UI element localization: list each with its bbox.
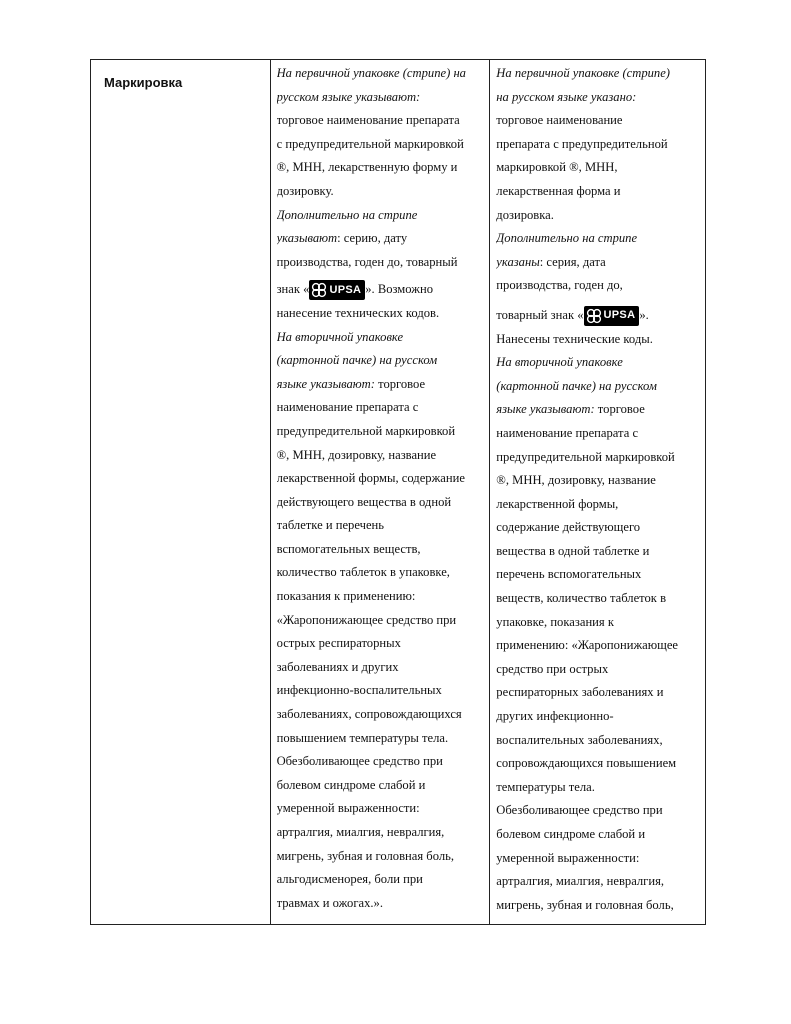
text-line [277, 62, 486, 86]
body-text: маркировкой ®, МНН, [496, 160, 618, 175]
text-line [277, 561, 486, 585]
text-line [496, 274, 701, 298]
body-text: респираторных заболеваниях и [496, 685, 664, 700]
body-text: болевом синдроме слабой и [496, 827, 646, 841]
column-current-cell [490, 60, 706, 925]
trademark-text: знак « [276, 282, 310, 297]
text-line [496, 634, 701, 658]
text-line [277, 180, 486, 204]
body-text: нанесение технических кодов. [276, 305, 440, 320]
text-line [277, 514, 486, 538]
body-text: повышением температуры тела. [276, 730, 449, 745]
body-text: ®, МНН, дозировку, название [496, 473, 656, 488]
text-line [277, 86, 486, 110]
text-line [277, 491, 486, 515]
clover-icon [311, 282, 327, 298]
row-label-cell [91, 60, 271, 925]
text-line [496, 493, 701, 517]
body-text: действующего вещества в одной [276, 494, 452, 509]
text-line [496, 776, 701, 800]
body-text: перечень вспомогательных [496, 567, 642, 582]
text-line [496, 469, 701, 493]
text-line [496, 351, 701, 375]
body-text: применению: «Жаропонижающее [496, 638, 679, 653]
body-text: предупредительной маркировкой [496, 449, 675, 464]
body-text: препарата с предупредительной [496, 136, 668, 151]
italic-text: (картонной пачке) на русском [276, 353, 438, 368]
body-text: альгодисменорея, боли при [276, 872, 423, 887]
text-line [277, 109, 486, 133]
text-line [277, 396, 486, 420]
body-text: наименование препарата с [496, 425, 639, 440]
body-text: : серия, дата [539, 254, 606, 269]
text-line [277, 774, 486, 798]
body-text: веществ, количество таблеток в [496, 591, 667, 606]
column-proposed-cell [270, 60, 490, 925]
text-line [496, 133, 701, 157]
text-line [496, 611, 701, 635]
clover-icon [586, 308, 602, 324]
table-row [91, 60, 706, 925]
body-text: вспомогательных веществ, [276, 541, 421, 556]
upsa-logo-text: UPSA [329, 283, 362, 296]
text-line [277, 797, 486, 821]
body-text: упаковке, показания к [496, 614, 614, 629]
italic-text: На первичной упаковке (стрипе) [496, 66, 670, 80]
trademark-text: ». [639, 307, 649, 322]
italic-text: языке указывают: [276, 376, 375, 391]
body-text: производства, годен до, товарный [276, 254, 458, 269]
body-text: : серию, дату [337, 231, 408, 246]
body-text: наименование препарата с [276, 400, 419, 415]
text-line [496, 328, 701, 352]
text-line [277, 204, 486, 228]
labeling-table [90, 59, 706, 925]
text-line [496, 422, 701, 446]
text-line [496, 752, 701, 776]
text-line [496, 227, 701, 251]
body-text: средство при острых [496, 661, 609, 676]
text-line [496, 799, 701, 823]
italic-text: на русском языке указано: [496, 89, 637, 104]
row-label: Маркировка [104, 75, 183, 90]
body-text: мигрень, зубная и головная боль, [496, 897, 674, 912]
body-text: инфекционно-воспалительных [276, 683, 442, 698]
text-line [277, 679, 486, 703]
body-text: предупредительной маркировкой [276, 423, 456, 438]
italic-text: указаны [496, 254, 540, 269]
text-line [496, 587, 701, 611]
text-line [496, 729, 701, 753]
body-text: умеренной выраженности: [276, 801, 420, 816]
body-text: заболеваниях, сопровождающихся [276, 707, 462, 722]
body-text: температуры тела. [496, 779, 595, 794]
body-text: торговое наименование [496, 113, 623, 128]
text-line [277, 585, 486, 609]
body-text: торговое [374, 376, 426, 391]
body-text: других инфекционно- [496, 709, 614, 724]
text-line [496, 304, 701, 328]
italic-text: языке указывают: [496, 402, 595, 417]
text-line [496, 681, 701, 705]
text-line [277, 251, 486, 275]
italic-text: указывают [276, 231, 338, 246]
body-text: артралгия, миалгия, невралгия, [276, 825, 445, 839]
upsa-logo [584, 306, 640, 326]
italic-text: На первичной упаковке (стрипе) на [276, 66, 466, 80]
upsa-logo-text: UPSA [603, 309, 636, 322]
body-text: производства, годен до, [496, 278, 623, 293]
text-line [277, 538, 486, 562]
trademark-text: товарный знак « [496, 307, 584, 322]
text-line [277, 467, 486, 491]
body-text: ®, МНН, лекарственную форму и [276, 160, 458, 175]
italic-text: Дополнительно на стрипе [276, 207, 418, 222]
text-line [496, 86, 701, 110]
body-text: острых респираторных [276, 636, 401, 651]
text-line [496, 847, 701, 871]
text-line [496, 563, 701, 587]
text-line [496, 870, 701, 894]
text-line [496, 180, 701, 204]
body-text: мигрень, зубная и головная боль, [276, 848, 455, 863]
text-line [496, 251, 701, 275]
body-text: болевом синдроме слабой и [276, 777, 426, 792]
text-line [277, 703, 486, 727]
trademark-text: ». Возможно [365, 282, 433, 297]
body-text: сопровождающихся повышением [496, 756, 677, 771]
text-line [277, 156, 486, 180]
text-line [496, 109, 701, 133]
text-line [277, 302, 486, 326]
text-line [277, 609, 486, 633]
text-line [277, 845, 486, 869]
text-line [277, 632, 486, 656]
body-text: умеренной выраженности: [496, 850, 640, 865]
text-line [496, 705, 701, 729]
text-line [277, 727, 486, 751]
body-text: Нанесены технические коды. [496, 331, 653, 346]
text-line [277, 373, 486, 397]
body-text: количество таблеток в упаковке, [276, 565, 450, 580]
text-line [496, 375, 701, 399]
body-text: ®, МНН, дозировку, название [276, 447, 437, 462]
body-text: дозировку. [276, 183, 334, 198]
text-line [496, 156, 701, 180]
upsa-logo [309, 280, 365, 300]
text-line [496, 204, 701, 228]
italic-text: русском языке указывают: [276, 89, 421, 104]
text-line [277, 892, 486, 916]
text-line [496, 823, 701, 847]
body-text: торговое наименование препарата [276, 113, 460, 128]
body-text: вещества в одной таблетке и [496, 543, 650, 558]
text-line [277, 349, 486, 373]
text-line [277, 868, 486, 892]
text-line [277, 750, 486, 774]
text-line [496, 658, 701, 682]
text-line [277, 326, 486, 350]
text-line [277, 227, 486, 251]
body-text: торговое [594, 402, 645, 417]
text-line [277, 133, 486, 157]
text-line [496, 62, 701, 86]
body-text: Обезболивающее средство при [276, 754, 443, 769]
body-text: заболеваниях и других [276, 659, 399, 674]
body-text: артралгия, миалгия, невралгия, [496, 874, 665, 889]
italic-text: На вторичной упаковке [276, 329, 404, 344]
italic-text: (картонной пачке) на русском [496, 378, 657, 393]
body-text: травмах и ожогах.». [276, 895, 383, 910]
body-text: лекарственная форма и [496, 183, 621, 198]
text-line [277, 444, 486, 468]
body-text: лекарственной формы, содержание [276, 471, 465, 486]
body-text: «Жаропонижающее средство при [276, 612, 457, 627]
column-current-text [490, 60, 705, 917]
text-line [496, 398, 701, 422]
body-text: с предупредительной маркировкой [276, 136, 464, 151]
text-line [496, 516, 701, 540]
text-line [277, 821, 486, 845]
body-text: таблетке и перечень [276, 518, 385, 533]
body-text: дозировка. [496, 207, 554, 222]
body-text: воспалительных заболеваниях, [496, 732, 663, 747]
text-line [277, 656, 486, 680]
body-text: лекарственной формы, [496, 496, 619, 511]
column-proposed-text [271, 60, 490, 915]
text-line [496, 894, 701, 918]
text-line [496, 446, 701, 470]
italic-text: На вторичной упаковке [496, 355, 623, 370]
body-text: показания к применению: [276, 589, 416, 604]
body-text: содержание действующего [496, 520, 641, 535]
text-line [277, 420, 486, 444]
body-text: Обезболивающее средство при [496, 803, 663, 818]
text-line [496, 540, 701, 564]
text-line [277, 278, 486, 302]
italic-text: Дополнительно на стрипе [496, 231, 638, 246]
